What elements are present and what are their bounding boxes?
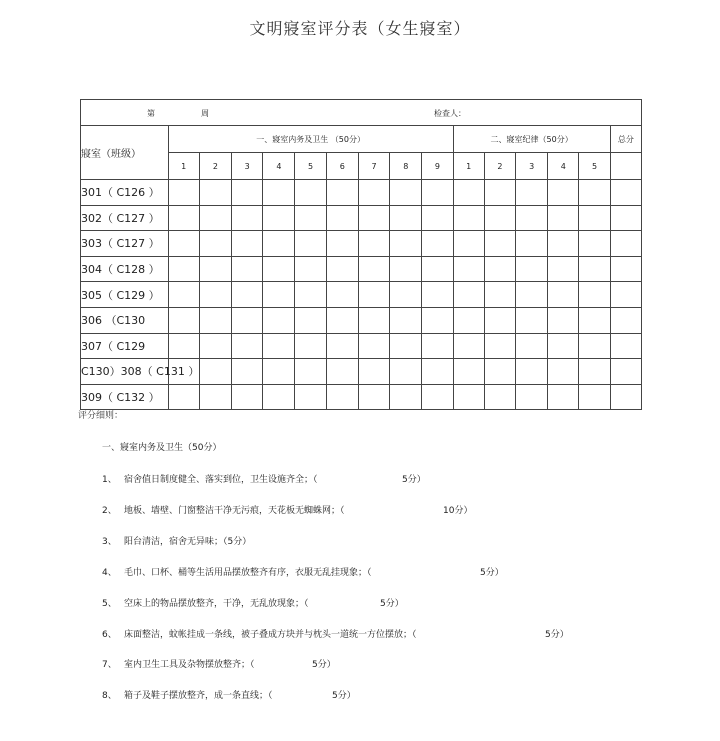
criterion-number: 1 (453, 153, 484, 180)
table-row (81, 307, 642, 333)
score-cell[interactable] (263, 256, 295, 282)
criterion-points: 5分） (312, 660, 336, 670)
score-cell[interactable] (326, 282, 358, 308)
score-cell[interactable] (199, 205, 231, 231)
table-row (81, 231, 642, 257)
score-cell[interactable] (610, 205, 641, 231)
criterion-text: 室内卫生工具及杂物摆放整齐；（ (124, 660, 255, 670)
score-cell[interactable] (326, 333, 358, 359)
criterion-text: 空床上的物品摆放整齐，干净，无乱放现象；（ (124, 599, 309, 609)
page-title: 文明寢室评分表（女生寢室） (249, 19, 471, 38)
score-cell[interactable] (484, 333, 515, 359)
score-cell[interactable] (579, 359, 610, 385)
criterion-item (102, 627, 569, 640)
score-cell[interactable] (390, 359, 422, 385)
score-cell[interactable] (326, 231, 358, 257)
table-row (81, 205, 642, 231)
score-cell[interactable] (422, 384, 453, 410)
score-cell[interactable] (516, 282, 548, 308)
score-cell[interactable] (390, 384, 422, 410)
score-cell[interactable] (453, 384, 484, 410)
score-cell[interactable] (168, 256, 199, 282)
score-cell[interactable] (484, 231, 515, 257)
score-cell[interactable] (548, 282, 579, 308)
score-cell[interactable] (168, 180, 199, 206)
score-cell[interactable] (199, 231, 231, 257)
criterion-num: 3、 (102, 537, 117, 547)
score-table (80, 99, 642, 410)
score-cell[interactable] (610, 231, 641, 257)
score-cell[interactable] (199, 282, 231, 308)
criterion-number: 4 (263, 153, 295, 180)
criteria-label: 评分细则： (78, 411, 124, 421)
week-prefix: 第 (147, 109, 155, 118)
score-cell[interactable] (390, 205, 422, 231)
score-cell[interactable] (390, 256, 422, 282)
score-cell[interactable] (548, 333, 579, 359)
criterion-num: 5、 (102, 599, 117, 609)
score-cell[interactable] (263, 231, 295, 257)
score-cell[interactable] (390, 333, 422, 359)
criterion-item (102, 596, 404, 609)
score-cell[interactable] (390, 307, 422, 333)
score-cell[interactable] (358, 359, 389, 385)
score-cell[interactable] (422, 180, 453, 206)
score-cell[interactable] (579, 384, 610, 410)
week-header (81, 100, 642, 126)
room-label: 303（ C127 ） (81, 231, 169, 257)
score-cell[interactable] (263, 359, 295, 385)
criterion-text: 阳台清洁，宿舍无异味；（5分） (124, 537, 252, 547)
score-cell[interactable] (516, 256, 548, 282)
criterion-item (102, 503, 473, 516)
score-cell[interactable] (516, 359, 548, 385)
score-cell[interactable] (422, 256, 453, 282)
criterion-number: 5 (579, 153, 610, 180)
room-label: 307（ C129 (81, 333, 169, 359)
score-cell[interactable] (422, 231, 453, 257)
room-label: 306 （C130 (81, 307, 169, 333)
score-cell[interactable] (358, 282, 389, 308)
score-cell[interactable] (326, 359, 358, 385)
score-cell[interactable] (484, 180, 515, 206)
score-cell[interactable] (358, 256, 389, 282)
score-cell[interactable] (516, 231, 548, 257)
total-header: 总分 (610, 126, 641, 153)
table-row (81, 256, 642, 282)
criterion-number: 5 (295, 153, 326, 180)
score-cell[interactable] (168, 307, 199, 333)
criterion-num: 4、 (102, 568, 117, 578)
section1-header: 一、寢室内务及卫生 （50分） (168, 126, 453, 153)
score-cell[interactable] (295, 256, 326, 282)
criterion-points: 5分） (480, 568, 504, 578)
score-cell[interactable] (295, 307, 326, 333)
score-cell[interactable] (390, 231, 422, 257)
score-cell[interactable] (358, 180, 389, 206)
score-cell[interactable] (295, 333, 326, 359)
score-cell[interactable] (548, 205, 579, 231)
score-cell[interactable] (422, 333, 453, 359)
score-cell[interactable] (453, 256, 484, 282)
score-cell[interactable] (232, 256, 263, 282)
criterion-points: 5分） (380, 599, 404, 609)
score-cell[interactable] (232, 359, 263, 385)
criterion-number: 1 (168, 153, 199, 180)
table-row (81, 333, 642, 359)
score-cell[interactable] (199, 333, 231, 359)
criterion-points: 10分） (443, 506, 473, 516)
score-cell[interactable] (326, 205, 358, 231)
score-cell[interactable] (295, 180, 326, 206)
total-cell[interactable] (610, 153, 641, 180)
score-cell[interactable] (390, 180, 422, 206)
score-cell[interactable] (326, 307, 358, 333)
score-cell[interactable] (199, 256, 231, 282)
score-cell[interactable] (484, 205, 515, 231)
score-cell[interactable] (579, 307, 610, 333)
score-cell[interactable] (199, 359, 231, 385)
table-row (81, 282, 642, 308)
score-cell[interactable] (358, 205, 389, 231)
score-cell[interactable] (610, 282, 641, 308)
criterion-points: 5分） (545, 630, 569, 640)
criterion-text: 箱子及鞋子摆放整齐，成一条直线；（ (124, 691, 273, 701)
criterion-num: 1、 (102, 475, 117, 485)
score-cell[interactable] (484, 359, 515, 385)
score-cell[interactable] (390, 282, 422, 308)
criterion-points: 5分） (402, 475, 426, 485)
score-cell[interactable] (548, 359, 579, 385)
score-cell[interactable] (326, 384, 358, 410)
score-cell[interactable] (610, 256, 641, 282)
score-cell[interactable] (579, 333, 610, 359)
score-cell[interactable] (516, 307, 548, 333)
score-cell[interactable] (326, 256, 358, 282)
score-cell[interactable] (422, 205, 453, 231)
score-cell[interactable] (516, 180, 548, 206)
section-heading: 一、寢室内务及卫生（50分） (102, 443, 222, 453)
score-cell[interactable] (295, 384, 326, 410)
score-cell[interactable] (516, 333, 548, 359)
score-cell[interactable] (610, 333, 641, 359)
score-cell[interactable] (548, 256, 579, 282)
criterion-num: 8、 (102, 691, 117, 701)
score-cell[interactable] (199, 384, 231, 410)
criterion-number: 2 (199, 153, 231, 180)
score-cell[interactable] (263, 282, 295, 308)
score-cell[interactable] (232, 384, 263, 410)
room-label: 309（ C132 ） (81, 384, 169, 410)
criterion-num: 6、 (102, 630, 117, 640)
inspector-label: 检查人： (434, 109, 466, 118)
score-cell[interactable] (453, 180, 484, 206)
table-row (81, 180, 642, 206)
score-cell[interactable] (453, 307, 484, 333)
room-label: 304（ C128 ） (81, 256, 169, 282)
criterion-number: 6 (326, 153, 358, 180)
score-cell[interactable] (168, 384, 199, 410)
criterion-item (102, 534, 251, 547)
score-cell[interactable] (453, 282, 484, 308)
criterion-number: 4 (548, 153, 579, 180)
score-cell[interactable] (548, 307, 579, 333)
criterion-item (102, 657, 336, 670)
criterion-number: 8 (390, 153, 422, 180)
room-label: 302（ C127 ） (81, 205, 169, 231)
score-cell[interactable] (579, 205, 610, 231)
criterion-text: 毛巾、口杯、桶等生活用品摆放整齐有序，衣服无乱挂现象；（ (124, 568, 372, 578)
score-cell[interactable] (484, 307, 515, 333)
score-cell[interactable] (548, 384, 579, 410)
score-cell[interactable] (295, 205, 326, 231)
table-row (81, 384, 642, 410)
score-cell[interactable] (168, 231, 199, 257)
criterion-num: 2、 (102, 506, 117, 516)
score-cell[interactable] (453, 333, 484, 359)
score-cell[interactable] (516, 205, 548, 231)
score-cell[interactable] (199, 180, 231, 206)
week-suffix: 周 (201, 109, 209, 118)
score-cell[interactable] (453, 205, 484, 231)
score-cell[interactable] (579, 180, 610, 206)
score-cell[interactable] (422, 307, 453, 333)
score-cell[interactable] (263, 384, 295, 410)
score-cell[interactable] (295, 359, 326, 385)
score-cell[interactable] (295, 231, 326, 257)
score-cell[interactable] (610, 307, 641, 333)
score-cell[interactable] (263, 180, 295, 206)
room-label: 301（ C126 ） (81, 180, 169, 206)
score-cell[interactable] (358, 384, 389, 410)
score-cell[interactable] (168, 205, 199, 231)
score-cell[interactable] (263, 307, 295, 333)
criterion-item (102, 472, 426, 485)
score-cell[interactable] (199, 307, 231, 333)
score-cell[interactable] (232, 333, 263, 359)
score-cell[interactable] (263, 333, 295, 359)
score-cell[interactable] (484, 256, 515, 282)
score-cell[interactable] (548, 231, 579, 257)
room-column-header: 寢室（班级） (81, 126, 169, 180)
criterion-number: 9 (422, 153, 453, 180)
score-cell[interactable] (263, 205, 295, 231)
score-cell[interactable] (232, 180, 263, 206)
criterion-item (102, 688, 356, 701)
score-cell[interactable] (579, 231, 610, 257)
score-cell[interactable] (610, 359, 641, 385)
score-cell[interactable] (422, 359, 453, 385)
score-cell[interactable] (168, 282, 199, 308)
score-cell[interactable] (232, 205, 263, 231)
criterion-text: 宿舍值日制度健全、落实到位，卫生设施齐全；（ (124, 475, 318, 485)
score-cell[interactable] (422, 282, 453, 308)
score-cell[interactable] (610, 384, 641, 410)
criterion-number: 3 (516, 153, 548, 180)
criterion-text: 地板、墙壁、门窗整洁干净无污痕，天花板无蜘蛛网；（ (124, 506, 345, 516)
score-cell[interactable] (358, 307, 389, 333)
table-row (81, 359, 642, 385)
score-cell[interactable] (232, 282, 263, 308)
score-cell[interactable] (579, 282, 610, 308)
score-cell[interactable] (453, 231, 484, 257)
score-cell[interactable] (295, 282, 326, 308)
criterion-number: 7 (358, 153, 389, 180)
score-cell[interactable] (168, 333, 199, 359)
section2-header: 二、寢室纪律（50分） (453, 126, 610, 153)
score-cell[interactable] (610, 180, 641, 206)
score-cell[interactable] (232, 231, 263, 257)
score-cell[interactable] (484, 384, 515, 410)
score-cell[interactable] (326, 180, 358, 206)
score-cell[interactable] (484, 282, 515, 308)
score-cell[interactable] (232, 307, 263, 333)
criterion-num: 7、 (102, 660, 117, 670)
criterion-number: 3 (232, 153, 263, 180)
room-label: C130）308（ C131 ） (81, 359, 169, 385)
score-cell[interactable] (548, 180, 579, 206)
criterion-points: 5分） (332, 691, 356, 701)
score-cell[interactable] (358, 231, 389, 257)
score-cell[interactable] (516, 384, 548, 410)
room-label: 305（ C129 ） (81, 282, 169, 308)
score-cell[interactable] (579, 256, 610, 282)
criterion-number: 2 (484, 153, 515, 180)
score-cell[interactable] (358, 333, 389, 359)
score-cell[interactable] (453, 359, 484, 385)
criterion-text: 床面整洁，蚊帐挂成一条线，被子叠成方块并与枕头一道统一方位摆放；（ (124, 630, 417, 640)
criterion-item (102, 565, 504, 578)
